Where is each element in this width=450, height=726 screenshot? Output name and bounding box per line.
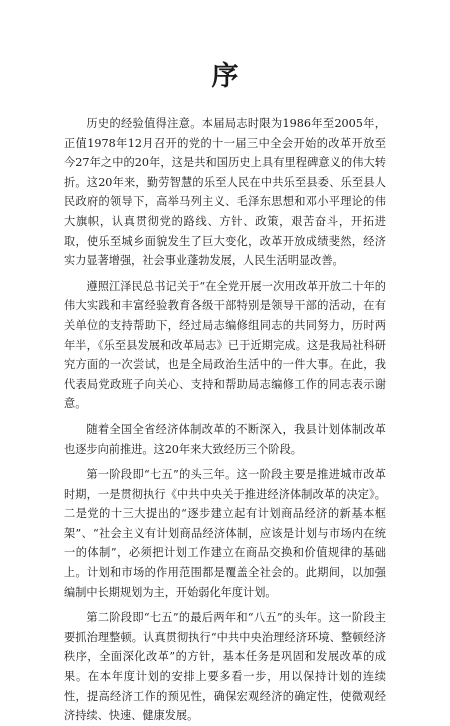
- paragraph-2: 遵照江泽民总书记关于“在全党开展一次用改革开放二十年的伟大实践和丰富经验教育各级干部特别是领导干部的活动，在有关单位的支持帮助下，经过局志编修组同志的共同努力，历时两年半，《乐至县发展和改革局志》已于近期完成。这是我局社科研究方面的一次尝试，也是全局政治生活中的一件大事。在此，我代表局党政班子向关心、支持和帮助局志编修工作的同志表示谢意。: [64, 279, 386, 411]
- document-title: 序: [211, 61, 239, 92]
- paragraph-1: 历史的经验值得注意。本届局志时限为1986年至2005年，正值1978年12月召开的党的十一届三中全会开始的改革开放至今27年之中的20年，这是共和国历史上具有里程碑意义的伟大转折。这20年来，勤劳智慧的乐至人民在中共乐至县委、乐至县人民政府的领导下，高举马列主义、毛泽东思想和邓小平理论的伟大旗帜，认真贯彻党的路线、方针、政策，艰苦奋斗，开拓进取，使乐至城乡面貌发生了巨大变化，改革开放成绩斐然，经济实力显著增强，社会事业蓬勃发展，人民生活明显改善。: [64, 117, 386, 268]
- paragraph-3: 随着全国全省经济体制改革的不断深入，我县计划体制改革也逐步向前推进。这20年来大致经历三个阶段。: [64, 422, 386, 456]
- paragraph-4: 第一阶段即“七五”的头三年。这一阶段主要是推进城市改革时期，一是贯彻执行《中共中央关于推进经济体制改革的决定》。二是党的十三大提出的“逐步建立起有计划商品经济的新基本框架”、“社会主义有计划商品经济体制，应该是计划与市场内在统一的体制”，必须把计划工作建立在商品交换和价值规律的基础上。计划和市场的作用范围都是覆盖全社会的。此期间，以加强编制中长期规划为主，开始弱化年度计划。: [64, 468, 386, 599]
- paragraph-5: 第二阶段即“七五”的最后两年和“八五”的头年。这一阶段主要抓治理整顿。认真贯彻执行“中共中央治理经济环境、整顿经济秩序，全面深化改革”的方针，基本任务是巩固和发展改革的成果。在本年度计划的安排上要多看一步，用以保持计划的连续性，提高经济工作的预见性，确保宏观经济的确定性，使微观经济持续、快速、健康发展。: [64, 611, 386, 723]
